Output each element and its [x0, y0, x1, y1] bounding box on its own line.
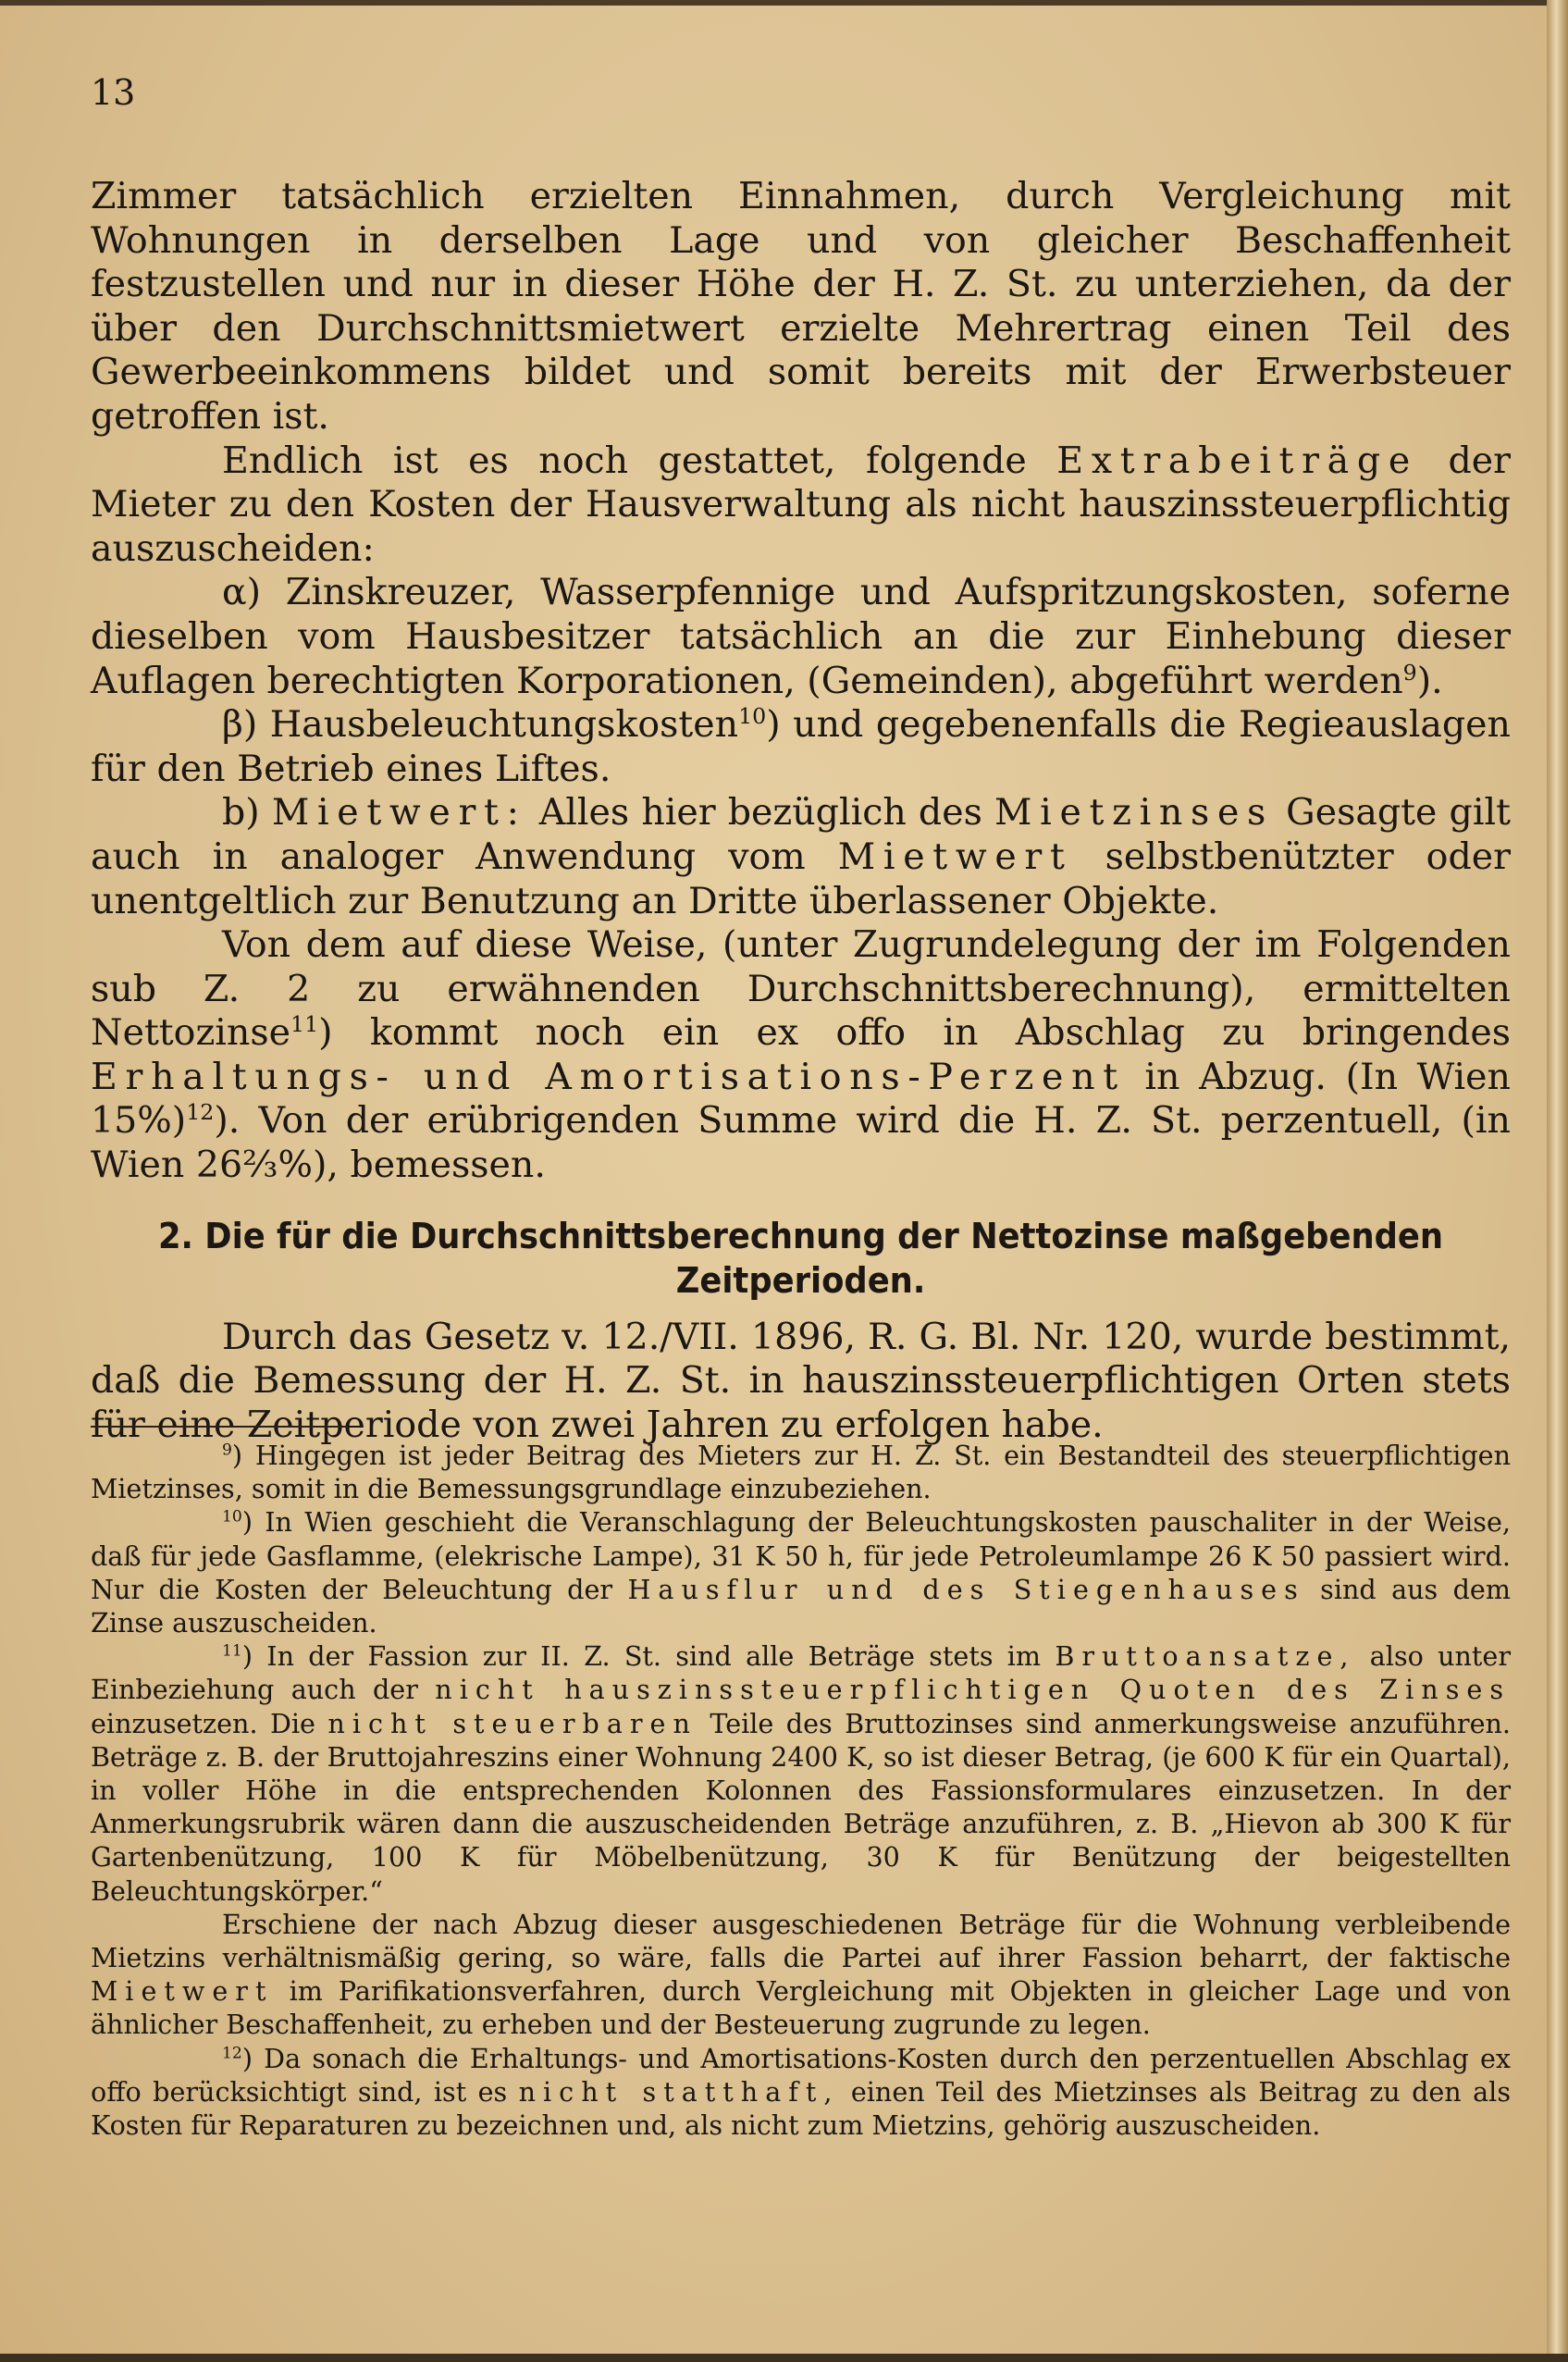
footnote-ref: 9 [1402, 659, 1417, 686]
item-label: b) [222, 791, 260, 835]
section-heading: 2. Die für die Durchschnittsberechnung der Nettozinse maßgebenden Zeitperioden. [157, 1215, 1444, 1301]
paragraph-text: Zimmer tatsächlich erzielten Einnahmen, durch Vergleichung mit Wohnungen in derselben Lage und von gleicher Beschaffenheit festzustellen und nur in dieser Höhe der H. Z. St. zu unterziehen, da der über den Durchschnittsmietwert erzielte Mehrertrag einen Teil des Gewerbeeinkommens bildet und somit bereits mit der Erwerbsteuer getroffen ist. [91, 175, 1511, 438]
footnote-text: ) In Wien geschieht die Veranschlagung der Beleuchtungskosten pauschaliter in der Weise, daß für jede Gasflamme, (elekrische Lampe), 31 K 50 h, für jede Petroleumlampe 26 K 50 passiert wird. Nur die Kosten der Beleuchtung der [91, 1506, 1511, 1605]
footnote-text: im Parifikationsverfahren, durch Vergleichung mit Objekten in gleicher Lage und von ähnlicher Beschaffenheit, zu erheben und der Besteuerung zugrunde zu legen. [91, 1975, 1511, 2041]
paragraph-text: Alles hier bezüglich des [538, 791, 982, 835]
paragraph-text: Von dem auf diese Weise, (unter Zugrundelegung der im Folgenden sub Z. 2 zu erwähnenden Durchschnittsberechnung), ermittelten Nettozinse [91, 923, 1511, 1055]
page-bottom-edge [0, 2354, 1568, 2362]
paragraph-text: ) kommt noch ein ex offo in Abschlag zu bringendes [318, 1011, 1511, 1055]
footnote-text: Teile des Bruttozinses sind anmerkungsweise anzuführen. Beträge z. B. der Bruttojahreszins einer Wohnung 2400 K, so ist dieser Betrag, (je 600 K für ein Quartal), in voller Höhe in die entsprechenden Kolonnen des Fassionsformulares einzusetzen. In der Anmerkungsrubrik wären dann die auszuscheidenden Beträge anzuführen, z. B. „Hievon ab 300 K für Gartenbenützung, 100 K für Möbelbenützung, 30 K für Benützung der beigestellten Beleuchtungskörper.“ [91, 1707, 1512, 1907]
footnote-number: 12 [222, 2044, 242, 2063]
footnote-11-continued [91, 1908, 1511, 2042]
footnote-10 [91, 1505, 1511, 1639]
spaced-term: Mietwert [837, 835, 1073, 878]
footnote-text: ) Hingegen ist jeder Beitrag des Mieters zur H. Z. St. ein Bestandteil des steuerpflichtigen Mietzinses, somit in die Bemessungsgrundlage einzubeziehen. [91, 1440, 1511, 1505]
footnote-ref: 11 [290, 1011, 319, 1038]
paragraph-text: ). Von der erübrigenden Summe wird die H. Z. St. perzentuell, (in Wien 26⅔%), bemessen. [91, 1099, 1511, 1187]
footnote-11 [91, 1639, 1511, 1908]
spaced-term: Mietwert [91, 1975, 274, 2008]
spaced-term: Bruttoansatze, [1055, 1640, 1356, 1673]
footnote-text: also unter Einbeziehung auch der [91, 1640, 1512, 1706]
footnote-number: 9 [222, 1441, 232, 1460]
page-right-edge [1547, 0, 1568, 2362]
list-item-alpha [91, 571, 1511, 703]
paragraph-text: ). [1416, 659, 1443, 702]
spaced-term: Extrabeiträge [1056, 439, 1418, 482]
footnote-ref: 10 [738, 702, 767, 729]
footnote-12 [91, 2042, 1511, 2143]
paragraph-text: ) und gegebenenfalls die Regieauslagen für den Betrieb eines Liftes. [91, 703, 1511, 790]
footnote-text: ) Da sonach die Erhaltungs- und Amortisations-Kosten durch den perzentuellen Abschlag ex offo berücksichtigt sind, ist es [91, 2042, 1511, 2108]
footnotes [91, 1439, 1511, 2142]
spaced-term: Mietzinses [994, 791, 1275, 835]
paragraph [91, 1316, 1511, 1448]
paragraph-text: α) Zinskreuzer, Wasserpfennige und Aufspritzungskosten, soferne dieselben vom Hausbesitzer tatsächlich an die zur Einhebung dieser Auflagen berechtigten Korporationen, (Gemeinden), abgeführt werden [91, 571, 1511, 702]
footnote-text: einen Teil des Mietzinses als Beitrag zu den als Kosten für Reparaturen zu bezeichnen und, als nicht zum Mietzins, gehörig auszuscheiden. [91, 2075, 1511, 2142]
list-item-b [91, 791, 1511, 923]
main-text [91, 175, 1511, 1447]
footnote-divider [91, 1426, 348, 1428]
spaced-term: Erhaltungs- und Amortisations-Perzent [91, 1055, 1126, 1098]
paragraph [91, 923, 1511, 1188]
book-page [0, 6, 1547, 2354]
footnote-number: 10 [222, 1507, 242, 1527]
spaced-term: nicht statthaft, [518, 2075, 840, 2108]
footnote-9 [91, 1439, 1511, 1505]
page-number: 13 [91, 72, 136, 113]
spaced-term: Hausflur und des Stiegenhauses [627, 1573, 1305, 1605]
paragraph-text: selbstbenützter oder unentgeltlich zur Benutzung an Dritte überlassener Objekte. [91, 835, 1511, 922]
paragraph-text: Endlich ist es noch gestattet, folgende [222, 439, 1027, 482]
paragraph-text: der Mieter zu den Kosten der Hausverwaltung als nicht hauszinssteuerpflichtig auszuscheiden: [91, 439, 1511, 570]
footnote-text: sind aus dem Zinse auszuscheiden. [91, 1573, 1511, 1639]
footnote-text: einzusetzen. Die [91, 1707, 315, 1739]
spaced-term: nicht hauszinssteuerpflichtigen Quoten des Zinses [435, 1674, 1511, 1706]
paragraph [91, 439, 1511, 572]
paragraph-text: β) Hausbeleuchtungskosten [222, 703, 739, 747]
paragraph-text: Gesagte gilt auch in analoger Anwendung vom [91, 791, 1511, 878]
paragraph-text: in Abzug. (In Wien 15%) [91, 1055, 1511, 1143]
footnote-number: 11 [222, 1641, 242, 1661]
paragraph-text: Durch das Gesetz v. 12./VII. 1896, R. G. Bl. Nr. 120, wurde bestimmt, daß die Bemessung der H. Z. St. in hauszinssteuerpflichtigen Orten stets für eine Zeitperiode von zwei Jahren zu erfolgen habe. [91, 1315, 1511, 1446]
spaced-term: nicht steuerbaren [327, 1707, 698, 1739]
footnote-text: ) In der Fassion zur II. Z. St. sind alle Beträge stets im [241, 1640, 1042, 1673]
footnote-ref: 12 [186, 1099, 215, 1126]
spaced-term: Mietwert: [271, 791, 527, 835]
paragraph [91, 175, 1511, 439]
footnote-text: Erschiene der nach Abzug dieser ausgeschiedenen Beträge für die Wohnung verbleibende Mietzins verhältnismäßig gering, so wäre, falls die Partei auf ihrer Fassion beharrt, der faktische [91, 1908, 1511, 1974]
list-item-beta [91, 703, 1511, 791]
